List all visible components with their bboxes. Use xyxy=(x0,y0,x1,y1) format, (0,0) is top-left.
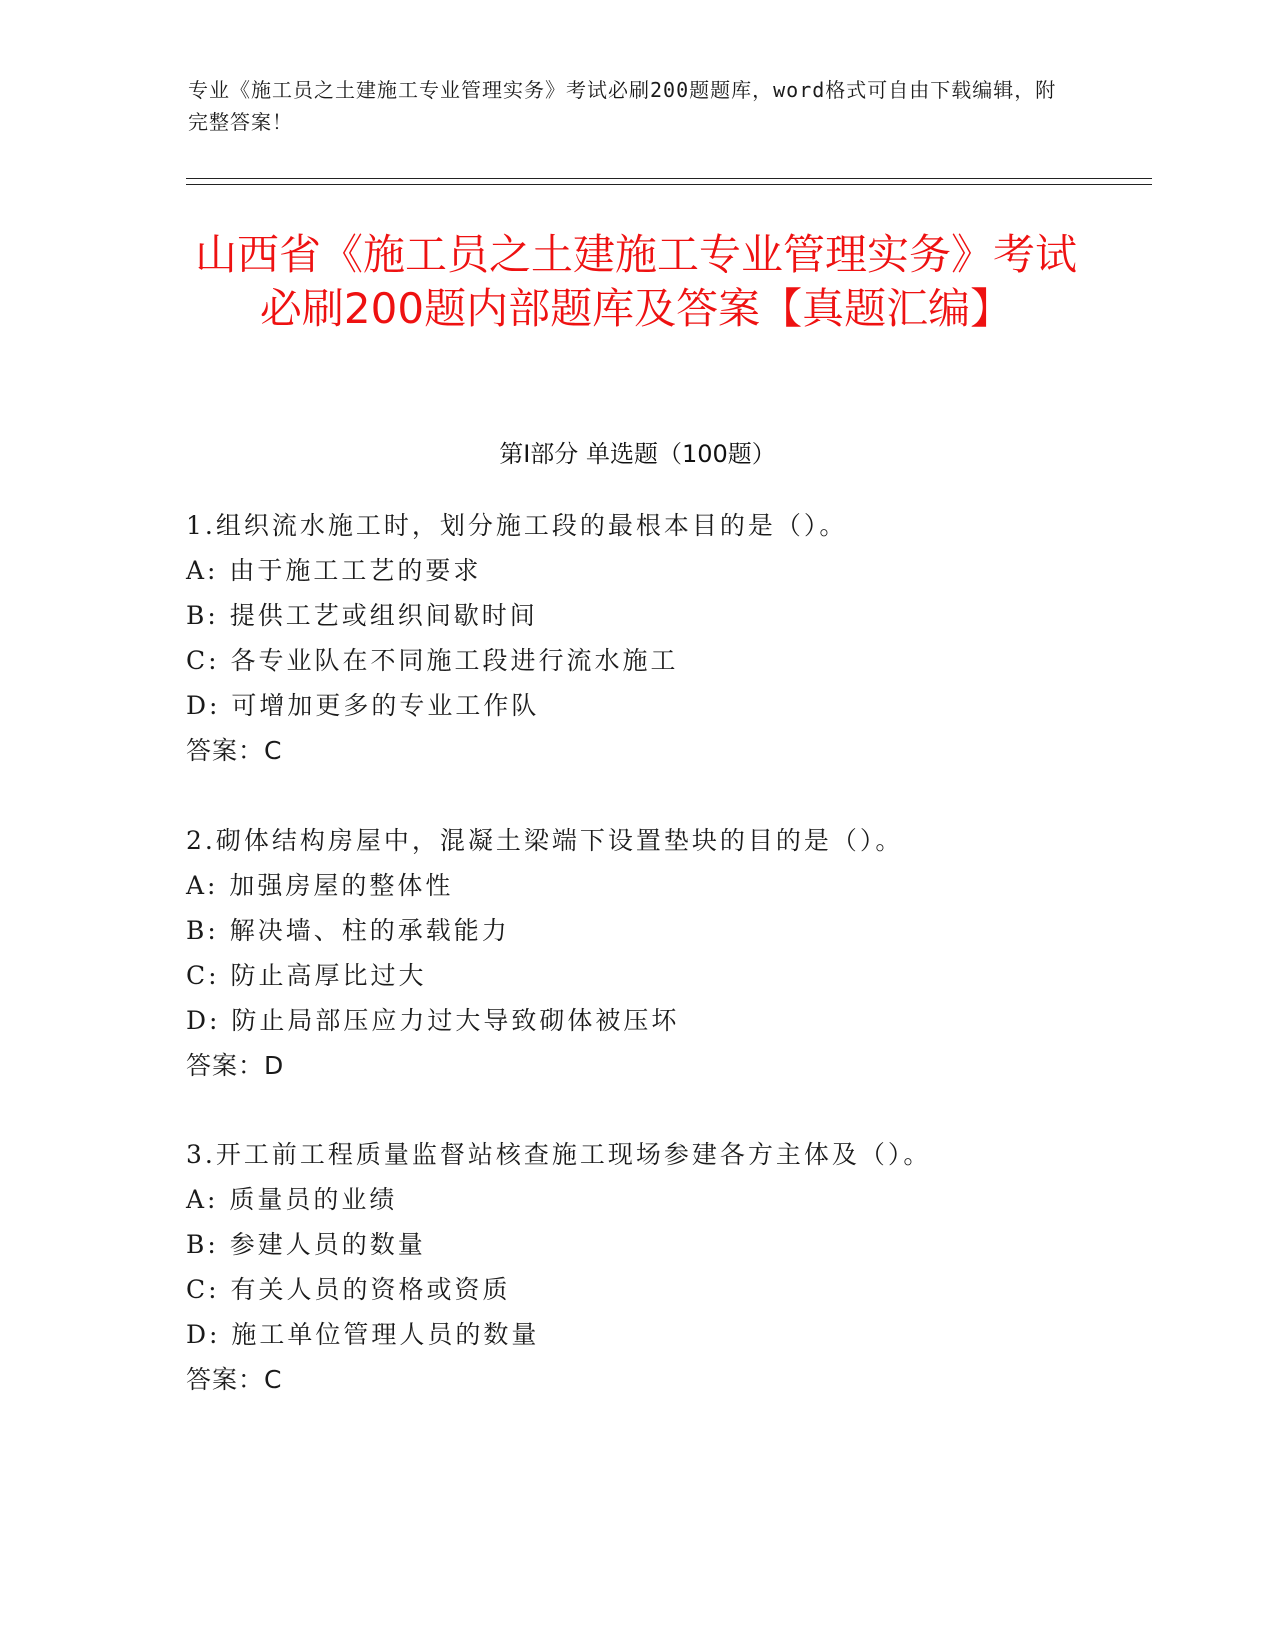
header-note: 专业《施工员之土建施工专业管理实务》考试必刷200题题库，word格式可自由下载编辑，附完整答案！ xyxy=(188,78,1057,134)
option-d: D: 防止局部压应力过大导致砌体被压坏 xyxy=(186,1006,680,1035)
option-d: D: 施工单位管理人员的数量 xyxy=(186,1320,540,1349)
section-title: 第I部分 单选题（100题） xyxy=(499,440,776,468)
header-rule-top xyxy=(186,178,1152,179)
option-d: D: 可增加更多的专业工作队 xyxy=(186,691,540,720)
header-rule-bottom xyxy=(186,184,1152,185)
option-b: B: 解决墙、柱的承载能力 xyxy=(186,916,510,945)
option-a: A: 质量员的业绩 xyxy=(186,1185,398,1214)
option-a: A: 加强房屋的整体性 xyxy=(186,871,454,900)
question-stem: 3.开工前工程质量监督站核查施工现场参建各方主体及（）。 xyxy=(186,1140,932,1169)
option-c: C: 各专业队在不同施工段进行流水施工 xyxy=(186,646,679,675)
question-stem: 2.砌体结构房屋中，混凝土梁端下设置垫块的目的是（）。 xyxy=(186,826,904,855)
answer: 答案：D xyxy=(186,1051,285,1080)
question-block-2 xyxy=(186,818,1086,1088)
document-title: 山西省《施工员之土建施工专业管理实务》考试必刷200题内部题库及答案【真题汇编】 xyxy=(194,230,1077,333)
question-block-3 xyxy=(186,1132,1086,1402)
question-block-1 xyxy=(186,503,1086,773)
option-b: B: 提供工艺或组织间歇时间 xyxy=(186,601,538,630)
answer: 答案：C xyxy=(186,736,283,765)
option-a: A: 由于施工工艺的要求 xyxy=(186,556,482,585)
option-c: C: 有关人员的资格或资质 xyxy=(186,1275,511,1304)
option-c: C: 防止高厚比过大 xyxy=(186,961,427,990)
answer: 答案：C xyxy=(186,1365,283,1394)
option-b: B: 参建人员的数量 xyxy=(186,1230,426,1259)
question-stem: 1.组织流水施工时，划分施工段的最根本目的是（）。 xyxy=(186,511,848,540)
